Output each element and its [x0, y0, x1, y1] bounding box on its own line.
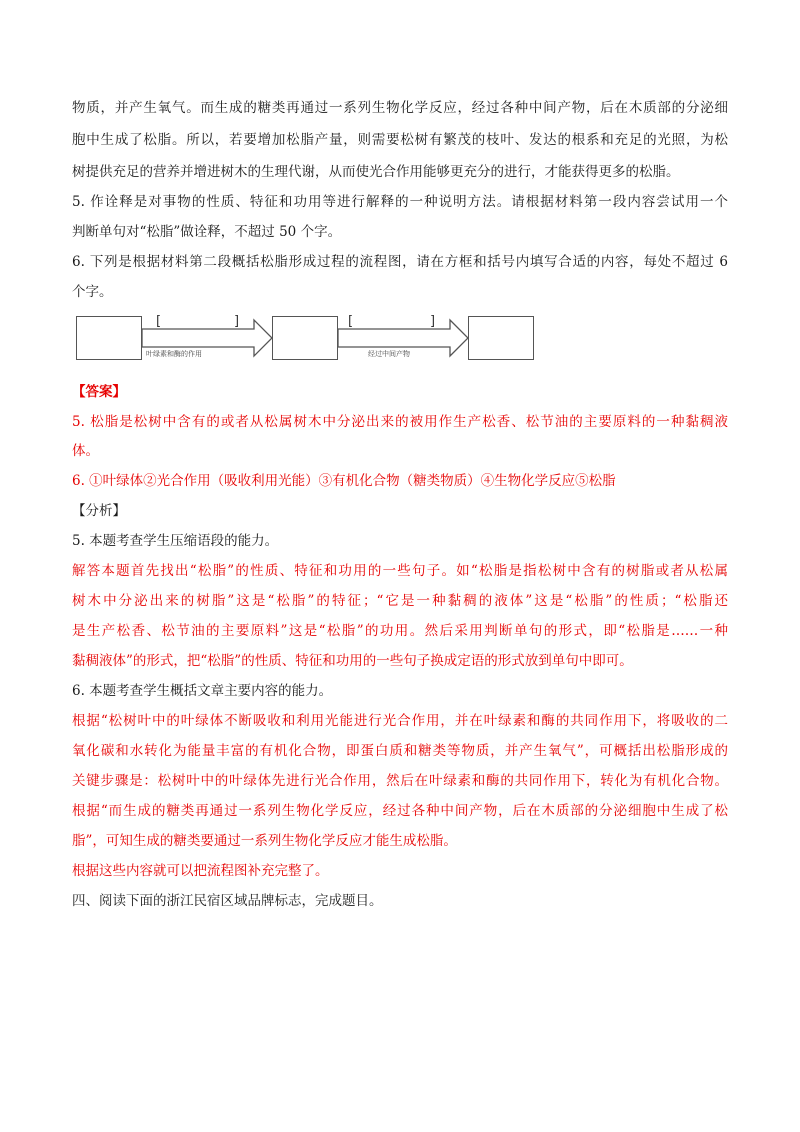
answer-5-line: 5. 松脂是松树中含有的或者从松属树木中分泌出来的被用作生产松香、松节油的主要原料的一种黏稠液 [72, 414, 728, 430]
analysis-5-line: 树木中分泌出来的树脂”这是“松脂”的特征；“它是一种黏稠的液体”这是“松脂”的性质；“松脂还 [72, 593, 728, 609]
analysis-6-line: 关键步骤是：松树叶中的叶绿体先进行光合作用，然后在叶绿素和酶的共同作用下，转化为有机化合物。 [72, 773, 728, 789]
flowchart-box-2 [272, 316, 338, 360]
analysis-6-title: 6. 本题考查学生概括文章主要内容的能力。 [72, 683, 333, 699]
answer-6-line: 6. ①叶绿体②光合作用（吸收利用光能）③有机化合物（糖类物质）④生物化学反应⑤松脂 [72, 473, 616, 489]
analysis-6-line: 脂”，可知生成的糖类要通过一系列生物化学反应才能生成松脂。 [72, 833, 457, 849]
analysis-6-line: 根据这些内容就可以把流程图补充完整了。 [72, 863, 329, 879]
analysis-6-line: 氧化碳和水转化为能量丰富的有机化合物，即蛋白质和糖类等物质，并产生氧气”，可概括出松脂形成的 [72, 743, 728, 759]
answer-5-line: 体。 [72, 443, 99, 459]
section-4-heading: 四、阅读下面的浙江民宿区域品牌标志，完成题目。 [72, 893, 383, 909]
question-6-line: 个字。 [72, 284, 113, 300]
question-5-line: 判断单句对“松脂”做诠释，不超过 50 个字。 [72, 224, 342, 240]
arrow-1-label: 叶绿素和酶的作用 [146, 350, 202, 358]
analysis-6-line: 根据“松树叶中的叶绿体不断吸收和利用光能进行光合作用，并在叶绿素和酶的共同作用下，将吸收的二 [72, 713, 728, 729]
analysis-6-line: 根据“而生成的糖类再通过一系列生物化学反应，经过各种中间产物，后在木质部的分泌细胞中生成了松 [72, 803, 728, 819]
analysis-5-line: 解答本题首先找出“松脂”的性质、特征和功用的一些句子。如“松脂是指松树中含有的树脂或者从松属 [72, 563, 728, 579]
body-text-line: 胞中生成了松脂。所以，若要增加松脂产量，则需要松树有繁茂的枝叶、发达的根系和充足的光照，为松 [72, 132, 728, 148]
question-5-line: 5. 作诠释是对事物的性质、特征和功用等进行解释的一种说明方法。请根据材料第一段内容尝试用一个 [72, 194, 728, 210]
bracket-open-2: [ [348, 314, 354, 329]
body-text-line: 物质，并产生氧气。而生成的糖类再通过一系列生物化学反应，经过各种中间产物，后在木质部的分泌细 [72, 100, 728, 116]
flowchart [76, 316, 540, 364]
flowchart-box-1 [76, 316, 142, 360]
bracket-close-2: ] [430, 314, 436, 329]
bracket-open-1: [ [156, 314, 162, 329]
question-6-line: 6. 下列是根据材料第二段概括松脂形成过程的流程图，请在方框和括号内填写合适的内容，每处不超过 6 [72, 254, 728, 270]
flowchart-box-3 [468, 316, 534, 360]
analysis-5-title: 5. 本题考查学生压缩语段的能力。 [72, 533, 279, 549]
body-text-line: 树提供充足的营养并增进树木的生理代谢，从而使光合作用能够更充分的进行，才能获得更多的松脂。 [72, 164, 680, 180]
arrow-2-label: 经过中间产物 [368, 350, 410, 358]
analysis-heading: 【分析】 [72, 503, 126, 519]
bracket-close-1: ] [234, 314, 240, 329]
analysis-5-line: 是生产松香、松节油的主要原料”这是“松脂”的功用。然后采用判断单句的形式，即“松脂是……一种 [72, 623, 728, 639]
analysis-5-line: 黏稠液体”的形式，把“松脂”的性质、特征和功用的一些句子换成定语的形式放到单句中即可。 [72, 653, 633, 669]
answer-heading: 【答案】 [72, 384, 126, 400]
